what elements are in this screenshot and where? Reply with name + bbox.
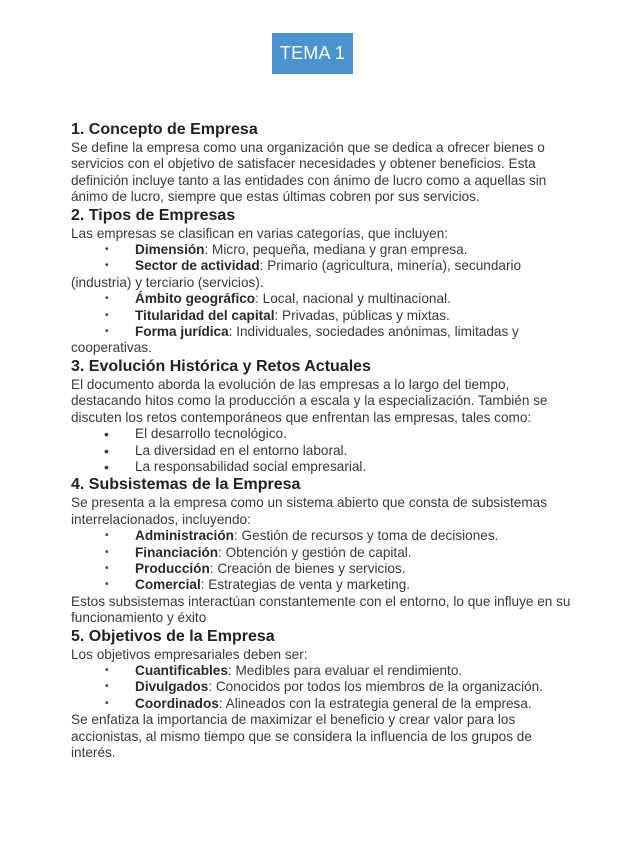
section-outro-objetivos: Se enfatiza la importancia de maximizar el beneficio y crear valor para los accionistas, al mismo tiempo que se considera la influencia de los grupos de interés.	[71, 712, 532, 760]
bullet-icon: •	[105, 244, 109, 256]
list-item	[71, 443, 576, 459]
list-item-text: : Conocidos por todos los miembros de la organización.	[208, 679, 543, 695]
list-item	[71, 561, 576, 577]
tipos-list	[71, 242, 576, 357]
section-intro-subsistemas: Se presenta a la empresa como un sistema abierto que consta de subsistemas interrelacionados, incluyendo:	[71, 495, 548, 527]
list-item-text: La diversidad en el entorno laboral.	[135, 442, 348, 458]
list-item	[71, 545, 576, 561]
bullet-icon: •	[105, 562, 109, 574]
section-heading-concepto: 1. Concepto de Empresa	[71, 121, 258, 138]
list-item	[71, 242, 576, 258]
bullet-icon: •	[105, 293, 109, 305]
list-item-term: Ámbito geográfico	[135, 291, 256, 307]
list-item	[71, 291, 576, 307]
bullet-icon: •	[105, 681, 109, 693]
bullet-icon: •	[105, 579, 109, 591]
tema-badge: TEMA 1	[272, 33, 353, 74]
list-item-term: Producción	[135, 560, 210, 576]
list-item-text: : Micro, pequeña, mediana y gran empresa.	[204, 242, 468, 258]
bullet-icon: •	[105, 664, 109, 676]
section-heading-tipos: 2. Tipos de Empresas	[71, 206, 236, 224]
list-item-term: Coordinados	[135, 695, 219, 711]
list-item-term: Financiación	[135, 544, 219, 560]
section-intro-objetivos: Los objetivos empresariales deben ser:	[71, 646, 308, 662]
list-item-text: : Estrategias de venta y marketing.	[200, 577, 411, 593]
list-item	[71, 426, 576, 442]
list-item-term: Dimensión	[135, 242, 205, 258]
list-item-text: : Local, nacional y multinacional.	[255, 291, 451, 307]
objetivos-list	[71, 663, 576, 712]
bullet-icon: •	[104, 442, 109, 459]
list-item-term: Cuantificables	[135, 662, 228, 678]
list-item-text: : Creación de bienes y servicios.	[209, 560, 406, 576]
list-item	[71, 528, 576, 544]
section-outro-subsistemas: Estos subsistemas interactúan constantemente con el entorno, lo que influye en su funcionamiento y éxito	[71, 593, 571, 626]
bullet-icon: •	[105, 309, 109, 321]
list-item	[71, 696, 576, 712]
bullet-icon: •	[105, 546, 109, 558]
list-item	[71, 258, 576, 291]
bullet-icon: •	[105, 326, 109, 338]
section-heading-objetivos: 5. Objetivos de la Empresa	[71, 627, 275, 645]
list-item-text: : Medibles para evaluar el rendimiento.	[227, 662, 463, 678]
section-heading-subsistemas: 4. Subsistemas de la Empresa	[71, 476, 301, 494]
bullet-icon: •	[105, 260, 109, 272]
section-intro-tipos: Las empresas se clasifican en varias categorías, que incluyen:	[71, 225, 449, 241]
document-body	[71, 120, 576, 761]
subsistemas-list	[71, 528, 576, 594]
list-item-text: El desarrollo tecnológico.	[135, 426, 287, 442]
list-item-text: La responsabilidad social empresarial.	[135, 458, 367, 474]
section-body-concepto: Se define la empresa como una organización que se dedica a ofrecer bienes o servicios con el objetivo de satisfacer necesidades y obtener beneficios. Esta definición incluye tanto a las entidades con ánimo de lucro como a aquellas sin ánimo de lucro, siempre que estas últimas cobren por sus servicios.	[71, 140, 547, 205]
section-heading-evolucion: 3. Evolución Histórica y Retos Actuales	[71, 357, 371, 375]
retos-list	[71, 426, 576, 475]
list-item-text: : Gestión de recursos y toma de decisiones.	[233, 528, 499, 544]
list-item-term: Sector de actividad	[135, 258, 260, 274]
list-item-text: : Obtención y gestión de capital.	[218, 544, 412, 560]
bullet-icon: •	[105, 530, 109, 542]
list-item-text: : Individuales, sociedades anónimas, limitadas y cooperativas.	[71, 324, 519, 356]
list-item	[71, 663, 576, 679]
list-item-text: : Primario (agricultura, minería), secundario (industria) y terciario (servicios).	[71, 258, 522, 290]
list-item-text: : Alineados con la estrategia general de la empresa.	[218, 695, 532, 711]
list-item-text: : Privadas, públicas y mixtas.	[274, 307, 450, 323]
list-item	[71, 577, 576, 593]
list-item-term: Divulgados	[135, 679, 209, 695]
list-item-term: Comercial	[135, 577, 201, 593]
bullet-icon: •	[104, 458, 109, 475]
list-item-term: Administración	[135, 528, 234, 544]
list-item	[71, 679, 576, 695]
bullet-icon: •	[105, 697, 109, 709]
list-item-term: Forma jurídica	[135, 324, 229, 340]
list-item	[71, 459, 576, 475]
list-item-term: Titularidad del capital	[135, 307, 275, 323]
list-item	[71, 308, 576, 324]
section-body-evolucion: El documento aborda la evolución de las empresas a lo largo del tiempo, destacando hitos como la producción a escala y la especialización. También se discuten los retos contemporáneos que enfrentan las empresas, tales como:	[71, 376, 548, 425]
list-item	[71, 324, 576, 357]
bullet-icon: •	[104, 426, 109, 443]
